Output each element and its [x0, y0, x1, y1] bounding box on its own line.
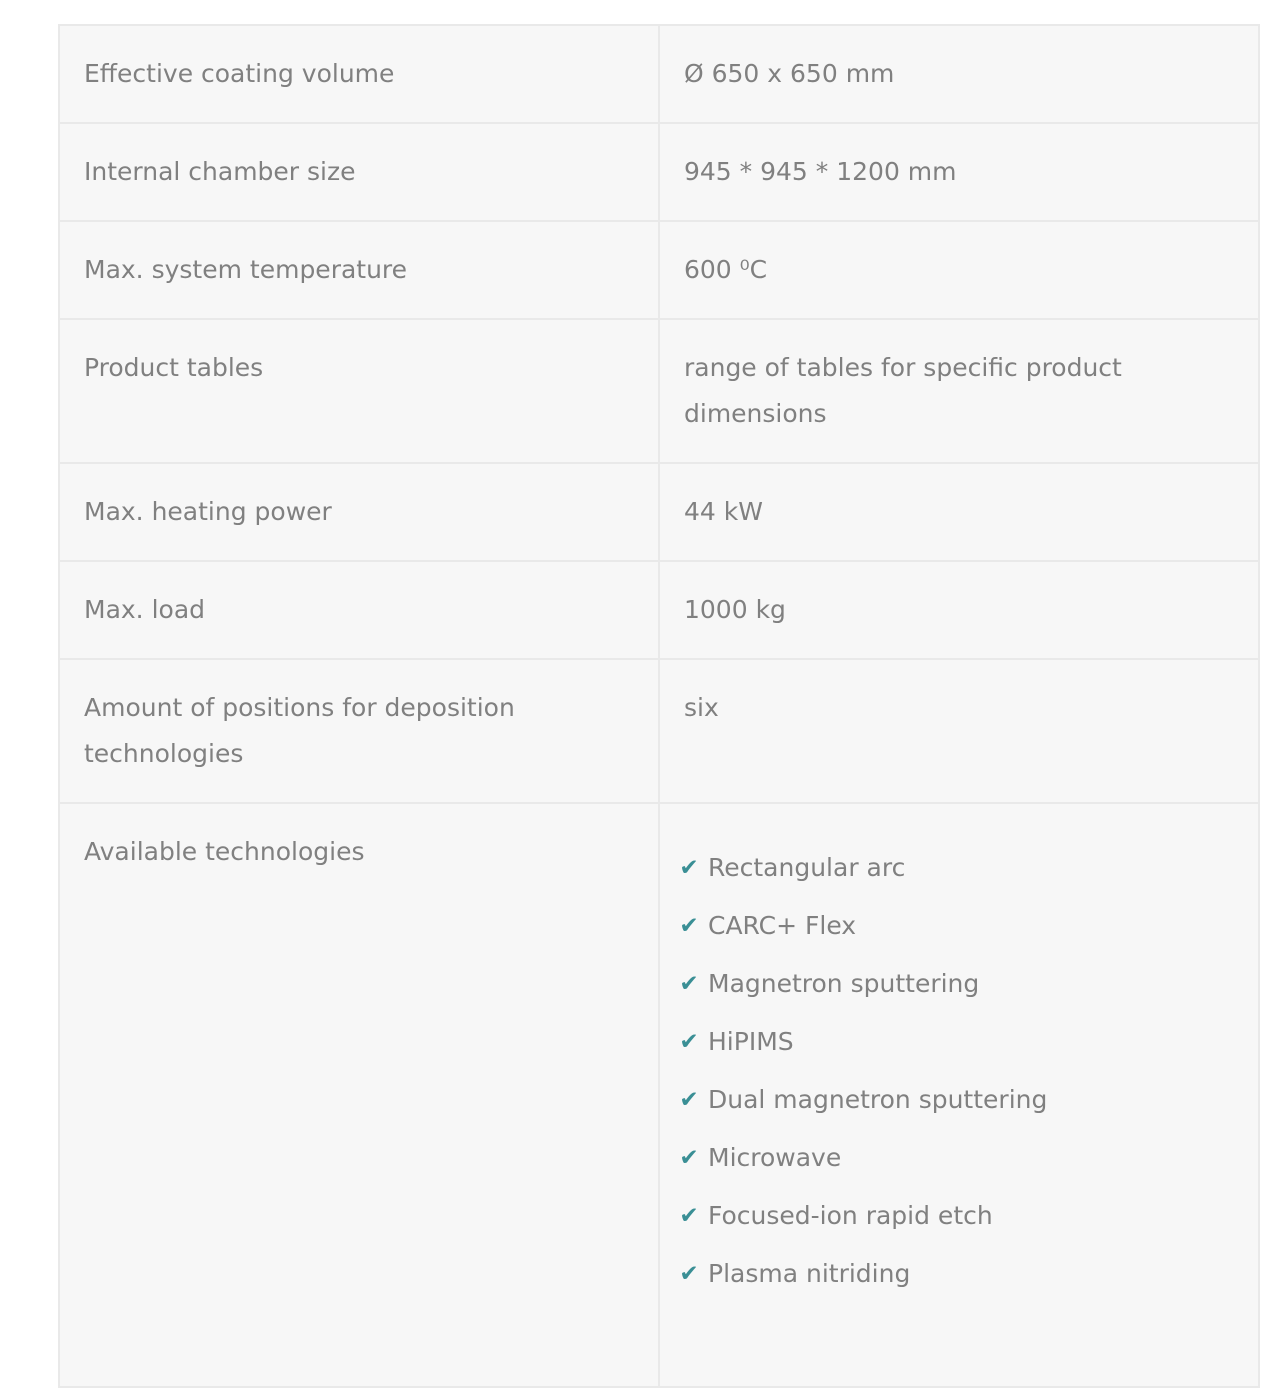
spec-label: Max. heating power	[59, 463, 659, 561]
check-icon: ✔	[679, 970, 699, 997]
spec-value: 600 ⁰C	[659, 221, 1259, 319]
spec-value: 44 kW	[659, 463, 1259, 561]
list-item	[678, 1187, 1234, 1245]
technologies-cell	[659, 803, 1259, 1387]
check-icon: ✔	[679, 854, 699, 881]
check-icon: ✔	[679, 1028, 699, 1055]
specifications-table	[58, 24, 1260, 1388]
spec-label: Amount of positions for deposition technologies	[59, 659, 659, 803]
table-row	[59, 123, 1259, 221]
check-icon: ✔	[679, 912, 699, 939]
list-item	[678, 1013, 1234, 1071]
technology-list	[679, 839, 1234, 1303]
spec-value: 1000 kg	[659, 561, 1259, 659]
spec-value: range of tables for specific product dimensions	[659, 319, 1259, 463]
check-icon: ✔	[679, 1202, 699, 1229]
technology-label: Plasma nitriding	[708, 1259, 911, 1288]
technology-label: Dual magnetron sputtering	[708, 1085, 1048, 1114]
table-row	[59, 659, 1259, 803]
list-item	[678, 1129, 1234, 1187]
check-icon: ✔	[679, 1260, 699, 1287]
spec-value: Ø 650 x 650 mm	[659, 25, 1259, 123]
technology-label: Focused-ion rapid etch	[708, 1201, 993, 1230]
table-row	[59, 319, 1259, 463]
technology-label: Rectangular arc	[708, 853, 906, 882]
spec-label: Effective coating volume	[59, 25, 659, 123]
table-row	[59, 803, 1259, 1387]
list-item	[678, 1245, 1234, 1303]
list-item	[678, 955, 1234, 1013]
check-icon: ✔	[679, 1086, 699, 1113]
table-row	[59, 463, 1259, 561]
table-row	[59, 221, 1259, 319]
table-row	[59, 561, 1259, 659]
technology-label: Magnetron sputtering	[708, 969, 980, 998]
spec-label: Available technologies	[59, 803, 659, 1387]
spec-label: Max. system temperature	[59, 221, 659, 319]
list-item	[678, 897, 1234, 955]
spec-label: Internal chamber size	[59, 123, 659, 221]
technology-label: Microwave	[708, 1143, 842, 1172]
spec-value: six	[659, 659, 1259, 803]
technology-label: CARC+ Flex	[708, 911, 857, 940]
spec-value: 945 * 945 * 1200 mm	[659, 123, 1259, 221]
spec-label: Max. load	[59, 561, 659, 659]
technology-label: HiPIMS	[708, 1027, 794, 1056]
check-icon: ✔	[679, 1144, 699, 1171]
list-item	[678, 839, 1234, 897]
list-item	[678, 1071, 1234, 1129]
spec-label: Product tables	[59, 319, 659, 463]
table-row	[59, 25, 1259, 123]
